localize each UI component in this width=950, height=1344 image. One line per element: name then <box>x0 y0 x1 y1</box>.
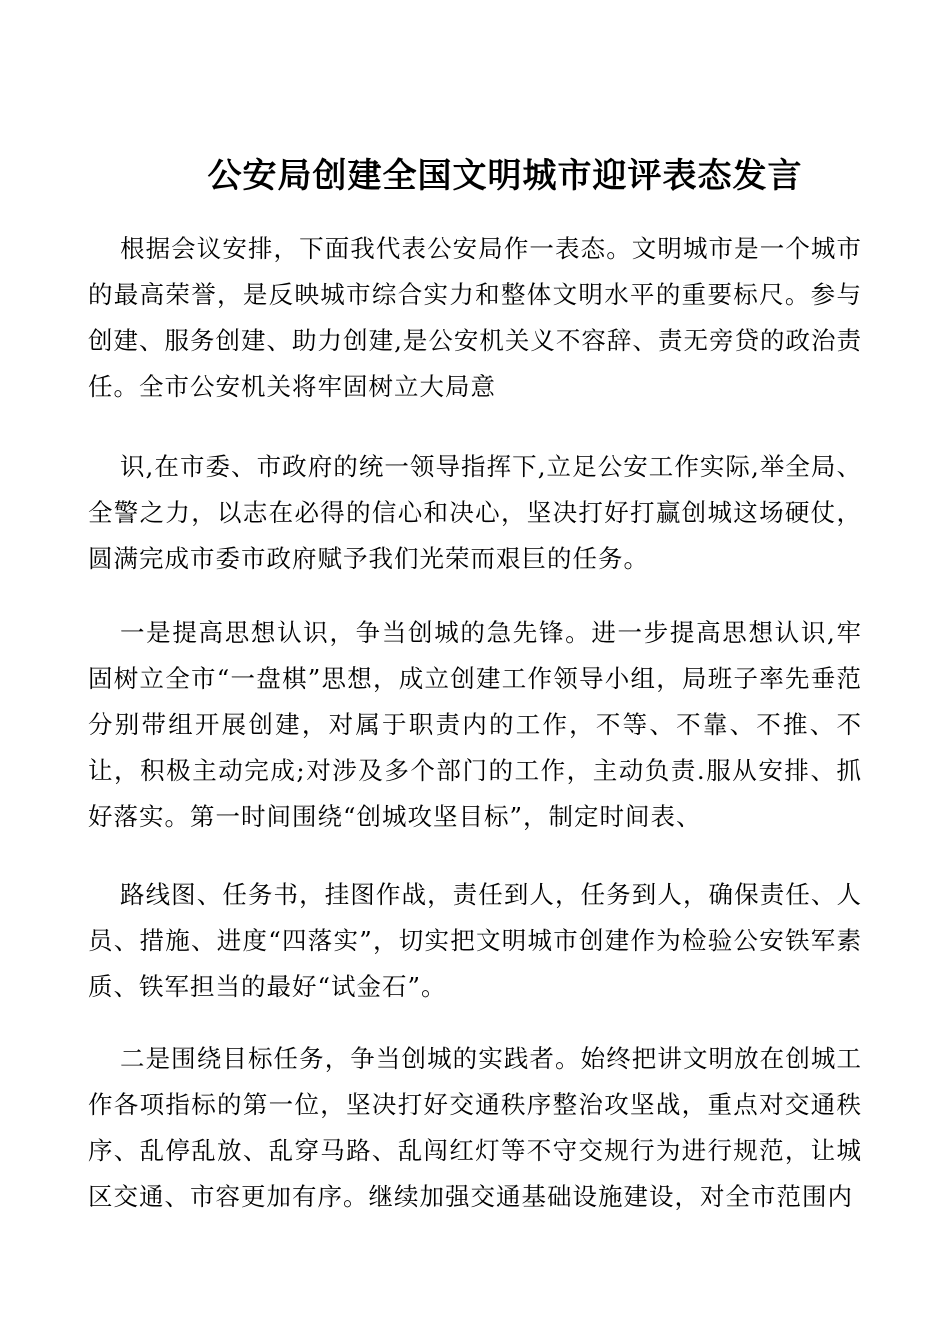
document-title: 公安局创建全国文明城市迎评表态发言 <box>207 156 803 196</box>
paragraph-4: 路线图、任务书，挂图作战，责任到人，任务到人，确保责任、人员、措施、进度“四落实”，切实把文明城市创建作为检验公安铁军素质、铁军担当的最好“试金石”。 <box>88 880 862 1001</box>
paragraph-2: 识,在市委、市政府的统一领导指挥下,立足公安工作实际,举全局、全警之力，以志在必得的信心和决心，坚决打好打赢创城这场硬仗，圆满完成市委市政府赋予我们光荣而艰巨的任务。 <box>88 452 862 573</box>
paragraph-5: 二是围绕目标任务，争当创城的实践者。始终把讲文明放在创城工作各项指标的第一位，坚决打好交通秩序整治攻坚战，重点对交通秩序、乱停乱放、乱穿马路、乱闯红灯等不守交规行为进行规范，让城区交通、市容更加有序。继续加强交通基础设施建设，对全市范围内 <box>88 1044 862 1211</box>
paragraph-3: 一是提高思想认识，争当创城的急先锋。进一步提高思想认识,牢固树立全市“一盘棋”思想，成立创建工作领导小组，局班子率先垂范分别带组开展创建，对属于职责内的工作，不等、不靠、不推、不让，积极主动完成;对涉及多个部门的工作，主动负责.服从安排、抓好落实。第一时间围绕“创城攻坚目标”，制定时间表、 <box>88 618 862 831</box>
paragraph-1: 根据会议安排，下面我代表公安局作一表态。文明城市是一个城市的最高荣誉，是反映城市综合实力和整体文明水平的重要标尺。参与创建、服务创建、助力创建,是公安机关义不容辞、责无旁贷的政治责任。全市公安机关将牢固树立大局意 <box>88 234 862 401</box>
